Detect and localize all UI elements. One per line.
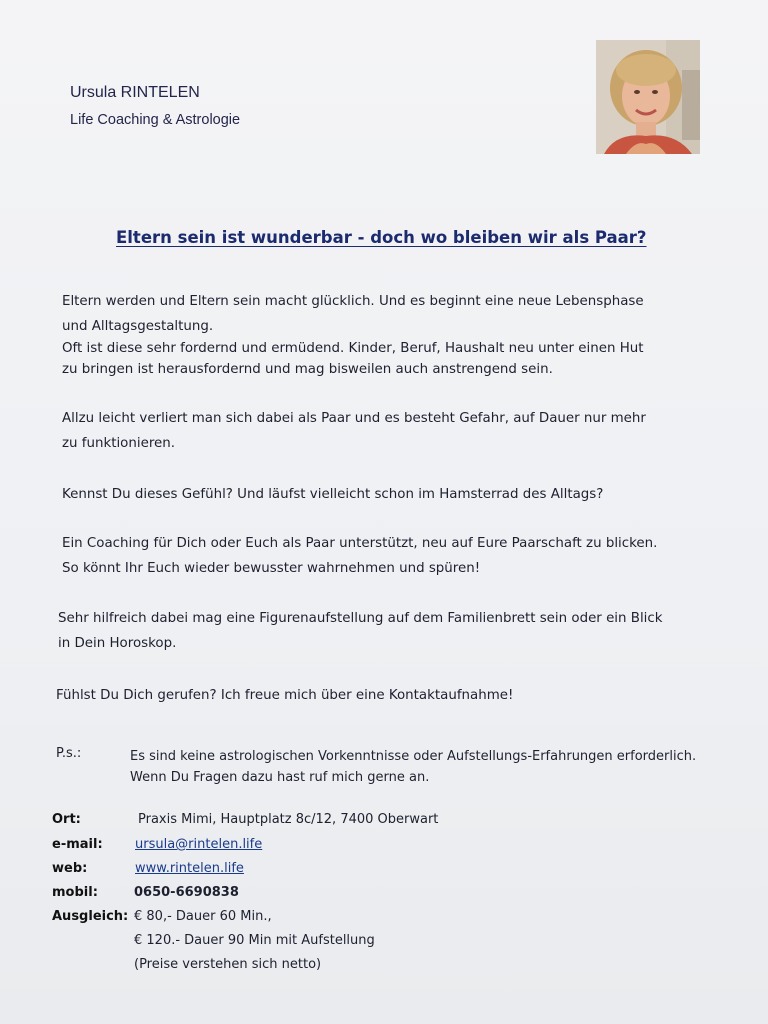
ps-text xyxy=(130,746,696,788)
headline: Eltern sein ist wunderbar - doch wo bleiben wir als Paar? xyxy=(116,228,647,247)
ort-value: Praxis Mimi, Hauptplatz 8c/12, 7400 Oberwart xyxy=(138,812,439,827)
paragraph-2 xyxy=(62,406,742,456)
paragraph-3 xyxy=(62,482,742,507)
paragraph-5 xyxy=(58,606,738,656)
paragraph-line: Sehr hilfreich dabei mag eine Figurenaufstellung auf dem Familienbrett sein oder ein Blick xyxy=(58,611,663,626)
paragraph-6 xyxy=(56,683,736,708)
ausgleich-label: Ausgleich: xyxy=(52,909,129,924)
paragraph-line: Ein Coaching für Dich oder Euch als Paar unterstützt, neu auf Eure Paarschaft zu blicken. xyxy=(62,536,658,551)
price-line-2: € 120.- Dauer 90 Min mit Aufstellung xyxy=(134,933,375,948)
paragraph-line: in Dein Horoskop. xyxy=(58,636,177,651)
paragraph-line: Allzu leicht verliert man sich dabei als Paar und es besteht Gefahr, auf Dauer nur mehr xyxy=(62,411,646,426)
mobil-label: mobil: xyxy=(52,885,98,900)
portrait-photo-icon xyxy=(596,40,700,154)
web-link[interactable]: www.rintelen.life xyxy=(135,861,244,876)
paragraph-line: Oft ist diese sehr fordernd und ermüdend. Kinder, Beruf, Haushalt neu unter einen Hut xyxy=(62,341,644,356)
ps-label: P.s.: xyxy=(56,746,82,761)
paragraph-4 xyxy=(62,531,742,581)
paragraph-1 xyxy=(62,289,742,382)
author-subtitle: Life Coaching & Astrologie xyxy=(70,112,241,128)
paragraph-line: zu funktionieren. xyxy=(62,436,176,451)
web-label: web: xyxy=(52,861,88,876)
email-link[interactable]: ursula@rintelen.life xyxy=(135,837,263,852)
paragraph-line: Eltern werden und Eltern sein macht glücklich. Und es beginnt eine neue Lebensphase xyxy=(62,294,644,309)
paragraph-line: und Alltagsgestaltung. xyxy=(62,319,214,334)
paragraph-line: Kennst Du dieses Gefühl? Und läufst vielleicht schon im Hamsterrad des Alltags? xyxy=(62,487,604,502)
ps-line: Wenn Du Fragen dazu hast ruf mich gerne an. xyxy=(130,770,430,785)
paragraph-line: zu bringen ist herausfordernd und mag bisweilen auch anstrengend sein. xyxy=(62,362,553,377)
email-label: e-mail: xyxy=(52,837,103,852)
ps-line: Es sind keine astrologischen Vorkenntnisse oder Aufstellungs-Erfahrungen erforderlich. xyxy=(130,749,697,764)
paragraph-line: Fühlst Du Dich gerufen? Ich freue mich über eine Kontaktaufnahme! xyxy=(56,688,514,703)
price-note: (Preise verstehen sich netto) xyxy=(134,957,322,972)
author-name: Ursula RINTELEN xyxy=(70,84,200,101)
mobil-value: 0650-6690838 xyxy=(134,885,239,900)
paragraph-line: So könnt Ihr Euch wieder bewusster wahrnehmen und spüren! xyxy=(62,561,481,576)
ort-label: Ort: xyxy=(52,812,81,827)
price-line-1: € 80,- Dauer 60 Min., xyxy=(134,909,272,924)
